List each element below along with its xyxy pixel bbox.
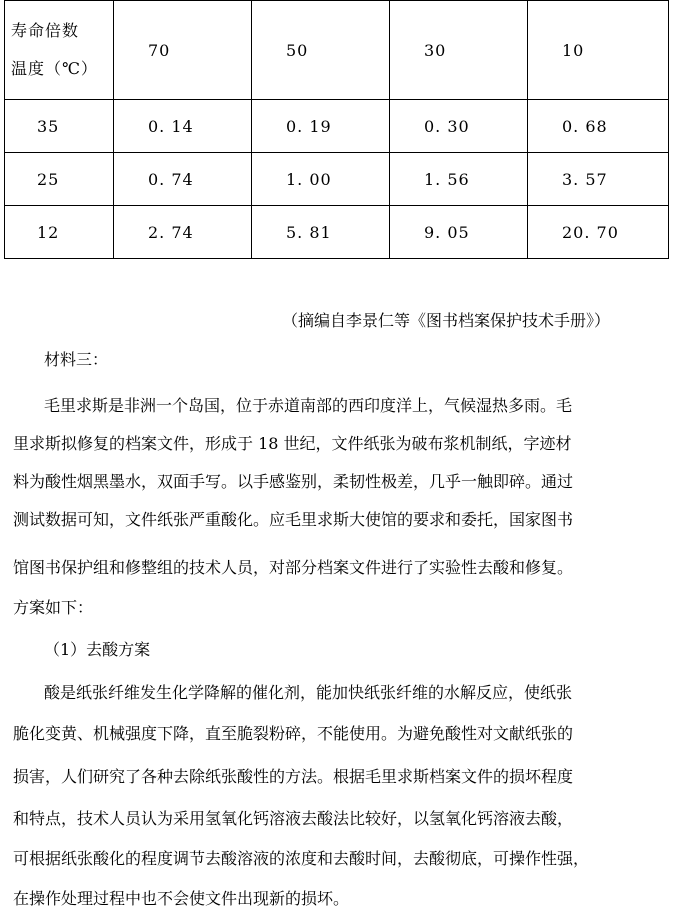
paragraph-line: 馆图书保护组和修整组的技术人员，对部分档案文件进行了实验性去酸和修复。 xyxy=(13,558,574,577)
section-subheading: （1）去酸方案 xyxy=(44,640,151,659)
column-header: 10 xyxy=(528,1,669,100)
table-cell: 0. 30 xyxy=(390,100,528,153)
paragraph-line: 可根据纸张酸化的程度调节去酸溶液的浓度和去酸时间，去酸彻底，可操作性强， xyxy=(13,849,590,868)
table-cell: 1. 00 xyxy=(252,153,390,206)
table-cell: 0. 19 xyxy=(252,100,390,153)
table-cell: 9. 05 xyxy=(390,206,528,259)
temperature-cell: 12 xyxy=(5,206,114,259)
temperature-cell: 35 xyxy=(5,100,114,153)
paragraph-line: 损害，人们研究了各种去除纸张酸性的方法。根据毛里求斯档案文件的损坏程度 xyxy=(13,767,574,786)
table-cell: 3. 57 xyxy=(528,153,669,206)
temperature-cell: 25 xyxy=(5,153,114,206)
table-header-row xyxy=(5,1,669,100)
table-cell: 0. 68 xyxy=(528,100,669,153)
table-cell: 20. 70 xyxy=(528,206,669,259)
table-row xyxy=(5,153,669,206)
paragraph-line: 里求斯拟修复的档案文件，形成于 18 世纪，文件纸张为破布浆机制纸，字迹材 xyxy=(13,434,572,453)
table-cell: 1. 56 xyxy=(390,153,528,206)
column-header: 30 xyxy=(390,1,528,100)
table-cell: 5. 81 xyxy=(252,206,390,259)
lifespan-table xyxy=(4,0,669,259)
row-label-line2: 温度（℃） xyxy=(11,59,98,78)
table-corner-cell xyxy=(5,1,114,100)
table-cell: 0. 74 xyxy=(114,153,252,206)
paragraph-line: 方案如下： xyxy=(13,598,94,617)
paragraph-line: 毛里求斯是非洲一个岛国，位于赤道南部的西印度洋上，气候湿热多雨。毛 xyxy=(44,396,573,415)
column-header: 50 xyxy=(252,1,390,100)
paragraph-line: 测试数据可知，文件纸张严重酸化。应毛里求斯大使馆的要求和委托，国家图书 xyxy=(13,510,574,529)
row-label-line1: 寿命倍数 xyxy=(11,21,80,40)
table-cell: 0. 14 xyxy=(114,100,252,153)
paragraph-line: 酸是纸张纤维发生化学降解的催化剂，能加快纸张纤维的水解反应，使纸张 xyxy=(44,683,573,702)
paragraph-line: 在操作处理过程中也不会使文件出现新的损坏。 xyxy=(13,889,350,908)
source-citation: （摘编自李景仁等《图书档案保护技术手册》） xyxy=(282,311,611,330)
table-row xyxy=(5,100,669,153)
paragraph-line: 料为酸性烟黑墨水，双面手写。以手感鉴别，柔韧性极差，几乎一触即碎。通过 xyxy=(13,472,574,491)
paragraph-line: 脆化变黄、机械强度下降，直至脆裂粉碎，不能使用。为避免酸性对文献纸张的 xyxy=(13,724,574,743)
material-heading: 材料三： xyxy=(44,350,109,369)
table-cell: 2. 74 xyxy=(114,206,252,259)
column-header: 70 xyxy=(114,1,252,100)
table-row xyxy=(5,206,669,259)
paragraph-line: 和特点，技术人员认为采用氢氧化钙溶液去酸法比较好，以氢氧化钙溶液去酸， xyxy=(13,809,574,828)
